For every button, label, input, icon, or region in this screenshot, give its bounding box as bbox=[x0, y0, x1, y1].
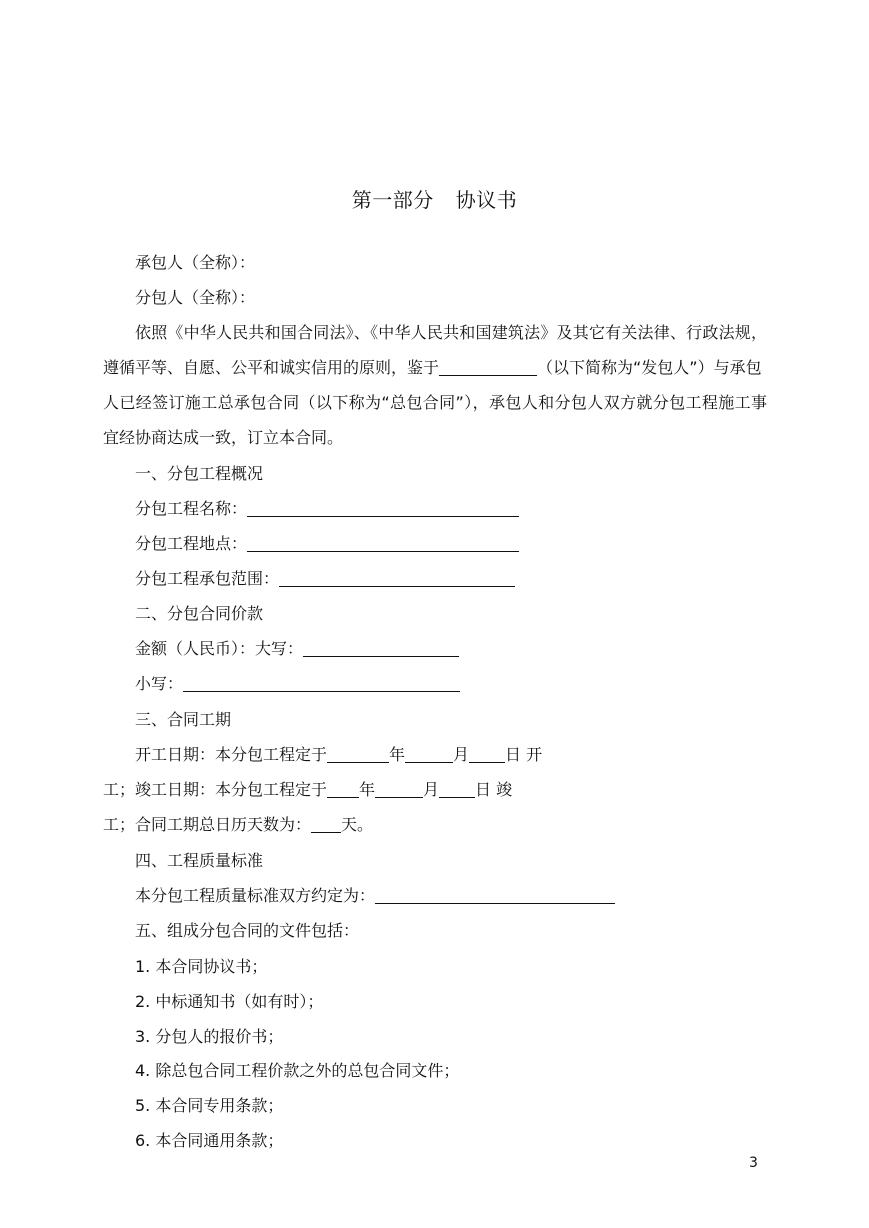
list-item: 6. 本合同通用条款； bbox=[135, 1131, 284, 1150]
title-name: 协议书 bbox=[455, 188, 518, 212]
amount-lower-line bbox=[135, 671, 460, 697]
contractor-line: 承包人（全称）： bbox=[135, 253, 256, 272]
preamble-line-3 bbox=[103, 390, 767, 416]
project-scope-blank[interactable] bbox=[279, 568, 515, 587]
page-number: 3 bbox=[749, 1155, 758, 1171]
list-item: 3. 分包人的报价书； bbox=[135, 1027, 284, 1046]
end-day-unit: 日 竣 bbox=[475, 780, 513, 799]
end-month-unit: 月 bbox=[423, 780, 440, 799]
list-item: 2. 中标通知书（如有时）； bbox=[135, 992, 324, 1011]
preamble-text-3: 人已经签订施工总承包合同（以下称为“总包合同”），承包人和分包人双方就分包工程施工事 bbox=[103, 393, 767, 412]
title-part: 第一部分 bbox=[351, 188, 434, 212]
start-day-unit: 日 开 bbox=[505, 745, 543, 764]
project-name-blank[interactable] bbox=[247, 498, 519, 517]
quality-standard-line bbox=[135, 883, 615, 909]
start-day-blank[interactable] bbox=[469, 744, 505, 763]
project-scope-label: 分包工程承包范围： bbox=[135, 569, 280, 588]
end-month-blank[interactable] bbox=[375, 779, 423, 798]
project-location-label: 分包工程地点： bbox=[135, 534, 248, 553]
quality-standard-blank[interactable] bbox=[375, 885, 615, 904]
preamble-text-2a: 遵循平等、自愿、公平和诚实信用的原则，鉴于 bbox=[103, 358, 440, 377]
end-date-line bbox=[103, 777, 512, 803]
amount-upper-blank[interactable] bbox=[303, 638, 459, 657]
section3-heading: 三、合同工期 bbox=[135, 710, 232, 729]
end-year-blank[interactable] bbox=[327, 779, 359, 798]
project-name-line bbox=[135, 496, 519, 522]
list-item: 5. 本合同专用条款； bbox=[135, 1096, 284, 1115]
section2-heading: 二、分包合同价款 bbox=[135, 604, 264, 623]
section4-heading: 四、工程质量标准 bbox=[135, 851, 264, 870]
total-days-blank[interactable] bbox=[311, 814, 341, 833]
section5-heading: 五、组成分包合同的文件包括： bbox=[135, 921, 360, 940]
project-name-label: 分包工程名称： bbox=[135, 499, 248, 518]
quality-standard-label: 本分包工程质量标准双方约定为： bbox=[135, 886, 376, 905]
preamble-text-1: 依照《中华人民共和国合同法》、《中华人民共和国建筑法》及其它有关法律、行政法规， bbox=[135, 323, 767, 342]
amount-upper-line bbox=[135, 636, 459, 662]
amount-upper-label: 金额（人民币）：大写： bbox=[135, 639, 304, 658]
employer-blank[interactable] bbox=[439, 357, 537, 376]
start-month-blank[interactable] bbox=[405, 744, 453, 763]
end-date-label: 工；竣工日期：本分包工程定于 bbox=[103, 780, 328, 799]
end-year-unit: 年 bbox=[359, 780, 376, 799]
end-day-blank[interactable] bbox=[439, 779, 475, 798]
start-year-unit: 年 bbox=[389, 745, 406, 764]
start-date-label: 开工日期：本分包工程定于 bbox=[135, 745, 328, 764]
start-year-blank[interactable] bbox=[327, 744, 389, 763]
start-month-unit: 月 bbox=[453, 745, 470, 764]
subcontractor-line: 分包人（全称）： bbox=[135, 288, 256, 307]
total-days-unit: 天。 bbox=[341, 815, 374, 834]
preamble-line-1 bbox=[135, 320, 767, 346]
total-days-line bbox=[103, 812, 373, 838]
list-item: 1. 本合同协议书； bbox=[135, 957, 268, 976]
section1-heading: 一、分包工程概况 bbox=[135, 464, 264, 483]
project-location-blank[interactable] bbox=[247, 533, 519, 552]
project-location-line bbox=[135, 531, 519, 557]
total-days-label: 工；合同工期总日历天数为： bbox=[103, 815, 312, 834]
preamble-text-2b: （以下简称为“发包人”）与承包 bbox=[537, 358, 762, 377]
start-date-line bbox=[135, 742, 542, 768]
amount-lower-label: 小写： bbox=[135, 674, 184, 693]
project-scope-line bbox=[135, 566, 515, 592]
page-title bbox=[0, 184, 869, 213]
preamble-line-4: 宜经协商达成一致，订立本合同。 bbox=[103, 428, 344, 447]
amount-lower-blank[interactable] bbox=[183, 673, 460, 692]
preamble-line-2 bbox=[103, 355, 767, 381]
list-item: 4. 除总包合同工程价款之外的总包合同文件； bbox=[135, 1061, 460, 1080]
